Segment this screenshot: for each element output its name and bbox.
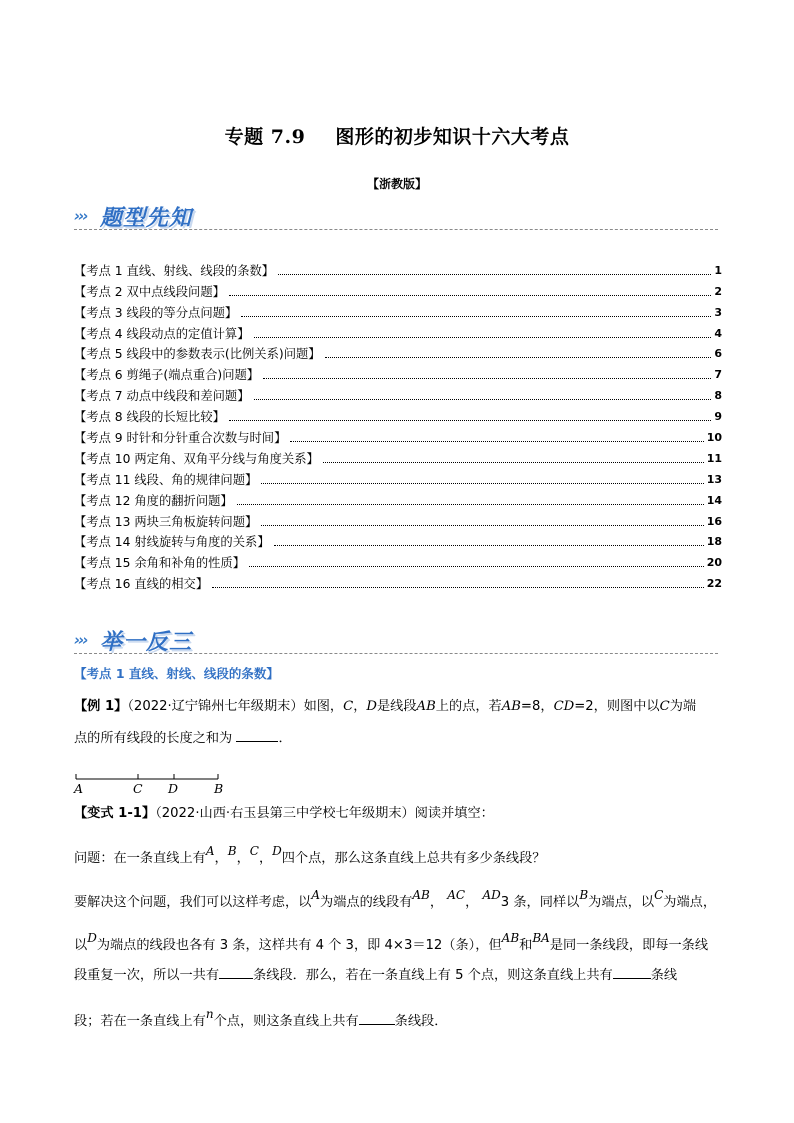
toc-entry[interactable] [74, 509, 722, 530]
page-title [0, 122, 794, 149]
toc-leader-dots [212, 587, 704, 588]
text: 阅读并填空： [414, 806, 494, 821]
text: 为端点，以 [588, 895, 655, 910]
toc-leader-dots [254, 399, 712, 400]
toc-entry-label: 【考点 3 线段的等分点问题】 [74, 305, 238, 320]
title-number: 专题 7.9 [224, 126, 306, 148]
text: 段；若在一条直线上有 [74, 1014, 206, 1029]
var: B [227, 844, 237, 858]
var: C [249, 844, 259, 858]
var: AB [501, 699, 521, 714]
var: D [366, 699, 377, 714]
divider [74, 229, 718, 230]
text: ， [429, 895, 444, 910]
toc-entry[interactable] [74, 321, 722, 342]
var: C [654, 888, 664, 902]
answer-blank[interactable] [613, 966, 651, 979]
toc-entry[interactable] [74, 258, 722, 279]
point-label-b: B [214, 781, 224, 796]
point-label-d: D [168, 781, 179, 796]
toc-leader-dots [237, 504, 704, 505]
toc-leader-dots [323, 462, 704, 463]
toc-entry-page: 3 [714, 305, 722, 319]
var: CD [553, 699, 575, 714]
toc-leader-dots [229, 420, 711, 421]
toc-leader-dots [325, 357, 712, 358]
toc-leader-dots [290, 441, 703, 442]
text: 上的点，若 [435, 699, 502, 714]
banner-examples-text: 举一反三 [100, 630, 193, 655]
toc-entry-page: 11 [706, 451, 722, 465]
text: 是同一条线段，即每一条线 [549, 938, 709, 953]
toc-entry-page: 2 [714, 284, 722, 298]
var: AC [447, 888, 466, 902]
toc-entry-page: 13 [706, 472, 722, 486]
toc-entry[interactable] [74, 404, 722, 425]
point-label-c: C [133, 781, 143, 796]
example-1-text [74, 697, 722, 717]
var: n [205, 1007, 214, 1021]
answer-blank[interactable] [359, 1012, 395, 1025]
toc-entry-page: 9 [714, 410, 722, 424]
toc-entry[interactable] [74, 425, 722, 446]
var: AB [501, 931, 520, 945]
text: 段重复一次，所以一共有 [74, 968, 220, 983]
toc-entry[interactable] [74, 279, 722, 300]
toc-entry[interactable] [74, 446, 722, 467]
var: A [205, 844, 215, 858]
toc-entry-label: 【考点 15 余角和补角的性质】 [74, 556, 246, 571]
problem-text [74, 844, 722, 869]
text: 条线段．那么，若在一条直线上有 5 个点，则这条直线上共有 [253, 968, 613, 983]
toc-entry-page: 1 [714, 263, 722, 277]
toc-entry-label: 【考点 16 直线的相交】 [74, 577, 209, 592]
text: 为端 [669, 699, 697, 714]
toc-entry-label: 【考点 9 时针和分针重合次数与时间】 [74, 431, 287, 446]
toc-leader-dots [249, 566, 704, 567]
toc-entry-label: 【考点 8 线段的长短比较】 [74, 410, 225, 425]
toc-entry-label: 【考点 10 两定角、双角平分线与角度关系】 [74, 451, 319, 466]
banner-arrows-icon: ››› [74, 207, 87, 225]
toc-leader-dots [278, 274, 711, 275]
toc-entry-label: 【考点 4 线段动点的定值计算】 [74, 326, 250, 341]
text: 3 条，同样以 [500, 895, 580, 910]
text: ． [278, 731, 292, 746]
text: 为端点的线段也各有 3 条，这样共有 4 个 3，即 4×3＝12（条），但 [96, 938, 502, 953]
var: A [311, 888, 321, 902]
text: 点的所有线段的长度之和为 [74, 731, 233, 746]
toc-leader-dots [263, 378, 711, 379]
text: 以 [74, 938, 88, 953]
toc-entry-label: 【考点 13 两块三角板旋转问题】 [74, 514, 258, 529]
text: 如图， [303, 699, 344, 714]
segment-line [74, 773, 234, 783]
toc-leader-dots [261, 483, 703, 484]
toc-entry-label: 【考点 12 角度的翻折问题】 [74, 493, 233, 508]
text: 四个点，那么这条直线上总共有多少条线段？ [281, 851, 546, 866]
toc-leader-dots [261, 525, 703, 526]
var: BA [532, 931, 550, 945]
text: 为端点的线段有 [320, 895, 413, 910]
toc-entry[interactable] [74, 467, 722, 488]
solution-line-4 [74, 1007, 722, 1032]
text: 和 [519, 938, 533, 953]
text: ， [258, 851, 273, 866]
text: ， [236, 851, 250, 866]
text: 条线 [650, 968, 678, 983]
var: C [659, 699, 670, 714]
toc-entry-label: 【考点 1 直线、射线、线段的条数】 [74, 263, 275, 278]
toc-entry-label: 【考点 5 线段中的参数表示(比例关系)问题】 [74, 347, 321, 362]
toc-leader-dots [254, 337, 712, 338]
text: 为端点， [663, 895, 717, 910]
toc-entry[interactable] [74, 530, 722, 551]
var: AD [482, 888, 501, 902]
toc-entry-page: 7 [714, 368, 722, 382]
table-of-contents [74, 258, 722, 592]
example-1-line-2 [74, 729, 722, 749]
text: 个点，则这条直线上共有 [213, 1014, 359, 1029]
example-tag: 【例 1】 [74, 699, 128, 714]
variant-source: （2022·山西·右玉县第三中学校七年级期末） [155, 806, 415, 821]
text: ， [465, 895, 479, 910]
banner-overview [74, 203, 274, 229]
toc-leader-dots [241, 316, 711, 317]
toc-entry[interactable] [74, 383, 722, 404]
toc-entry[interactable] [74, 300, 722, 321]
solution-line-1 [74, 888, 722, 913]
toc-entry-page: 20 [706, 556, 722, 570]
divider [74, 653, 718, 654]
toc-entry-label: 【考点 14 射线旋转与角度的关系】 [74, 535, 270, 550]
edition-label: 【浙教版】 [366, 177, 427, 191]
toc-entry-page: 16 [706, 514, 722, 528]
var: D [87, 931, 97, 945]
toc-entry-page: 4 [714, 326, 722, 340]
var: D [272, 844, 282, 858]
var: B [579, 888, 589, 902]
toc-entry-page: 22 [706, 577, 722, 591]
text: 问题：在一条直线上有 [74, 851, 206, 866]
toc-entry-label: 【考点 11 线段、角的规律问题】 [74, 472, 258, 487]
toc-entry[interactable] [74, 571, 722, 592]
variant-tag: 【变式 1-1】 [74, 806, 156, 821]
variant-1-1-text [74, 804, 722, 824]
text: 是线段 [376, 699, 417, 714]
segment-figure [74, 773, 234, 801]
example-source: （2022·辽宁锦州七年级期末） [127, 699, 304, 714]
solution-line-2 [74, 931, 722, 956]
toc-entry-label: 【考点 6 剪绳子(端点重合)问题】 [74, 368, 260, 383]
toc-entry-page: 10 [706, 431, 722, 445]
toc-entry-page: 8 [714, 389, 722, 403]
toc-entry[interactable] [74, 550, 722, 571]
toc-leader-dots [274, 545, 704, 546]
section-heading: 【考点 1 直线、射线、线段的条数】 [74, 666, 279, 681]
toc-entry-label: 【考点 7 动点中线段和差问题】 [74, 389, 250, 404]
text: ， [353, 699, 367, 714]
text: ， [214, 851, 228, 866]
var: AB [412, 888, 430, 902]
toc-leader-dots [229, 295, 711, 296]
answer-blank[interactable] [236, 729, 278, 742]
toc-entry-page: 18 [706, 535, 722, 549]
var: C [343, 699, 354, 714]
banner-overview-text: 题型先知 [100, 206, 193, 231]
toc-entry[interactable] [74, 488, 722, 509]
answer-blank[interactable] [219, 966, 253, 979]
text: =8， [520, 699, 554, 714]
toc-entry-page: 14 [706, 493, 722, 507]
toc-entry[interactable] [74, 342, 722, 363]
text: 条线段． [394, 1014, 448, 1029]
banner-examples [74, 627, 274, 653]
solution-line-3 [74, 966, 722, 986]
toc-entry-page: 6 [714, 347, 722, 361]
text: =2，则图中以 [574, 699, 660, 714]
banner-arrows-icon: ››› [74, 631, 87, 649]
title-text: 图形的初步知识十六大考点 [335, 126, 570, 148]
var: AB [416, 699, 436, 714]
toc-entry[interactable] [74, 362, 722, 383]
toc-entry-label: 【考点 2 双中点线段问题】 [74, 284, 225, 299]
point-label-a: A [74, 781, 84, 796]
text: 要解决这个问题，我们可以这样考虑，以 [74, 895, 312, 910]
